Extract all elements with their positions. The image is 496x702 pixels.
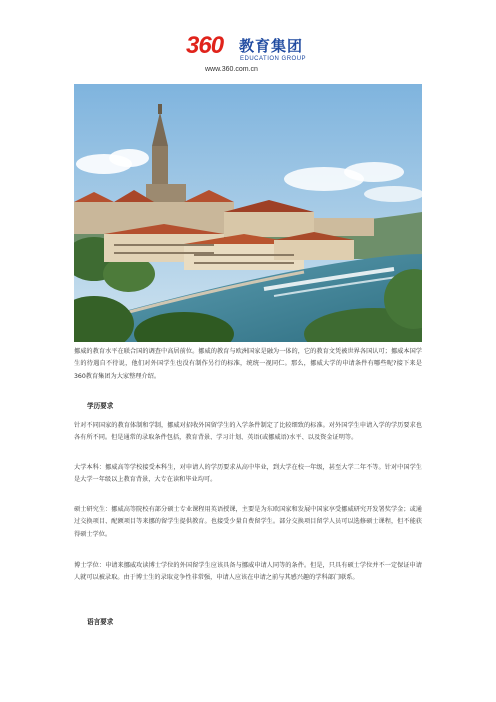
paragraph-doctorate: 博士学位：申请来挪威攻读博士学位的外国留学生应该具备与挪威申请人同等的条件。但是，只具有硕士学位并不一定保证申请人就可以被录取。由于博士生的录取竞争性非常强，申请人应该在申请之前与其感兴趣的学科部门联系。 [74, 562, 422, 582]
paragraph-education-standards: 针对不同国家的教育体制和学制，挪威对招收外国留学生的入学条件制定了比较细致的标准。对外国学生申请入学的学历要求也各有所不同。但是通常的录取条件包括，教育背景、学习计划、英语(或挪威语)水平、以及资金证明等。 [74, 422, 422, 442]
logo-url: www.360.com.cn [205, 66, 258, 73]
logo-chinese-name: 教育集团 [239, 37, 304, 55]
logo-numeral: 360 [186, 32, 224, 59]
section-heading-language: 语言要求 [87, 618, 114, 626]
city-river-photo [74, 84, 422, 342]
paragraph-master: 硕士研究生：挪威高等院校有部分硕士专业课程用英语授课，主要是为东欧国家和发展中国家享受挪威研究开发署奖学金；或通过交换项目、配额项目等来挪的留学生提供教育。也接受少量自费留学生。部分交换项目留学人员可以选修硕士课程，但不能获得硕士学位。 [74, 506, 422, 538]
intro-paragraph: 挪威的教育水平在联合国的调查中高居前位。挪威的教育与欧洲国家是融为一体的，它的教育文凭被世界各国认可；挪威本国学生的待遇自不待说，他们对外国学生也没有制作另行的标准，统统一视同仁。那么，挪威大学的申请条件有哪些呢?接下来是360教育集团为大家整理介绍。 [74, 348, 422, 380]
section-heading-education: 学历要求 [87, 402, 114, 410]
paragraph-undergraduate: 大学本科：挪威高等学校接受本科生，对申请人的学历要求从高中毕业，到大学在校一年级，甚至大学二年不等。针对中国学生是大学一年级以上教育背景，大专在读和毕业均可。 [74, 464, 422, 484]
logo-english-name: EDUCATION GROUP [240, 56, 307, 62]
